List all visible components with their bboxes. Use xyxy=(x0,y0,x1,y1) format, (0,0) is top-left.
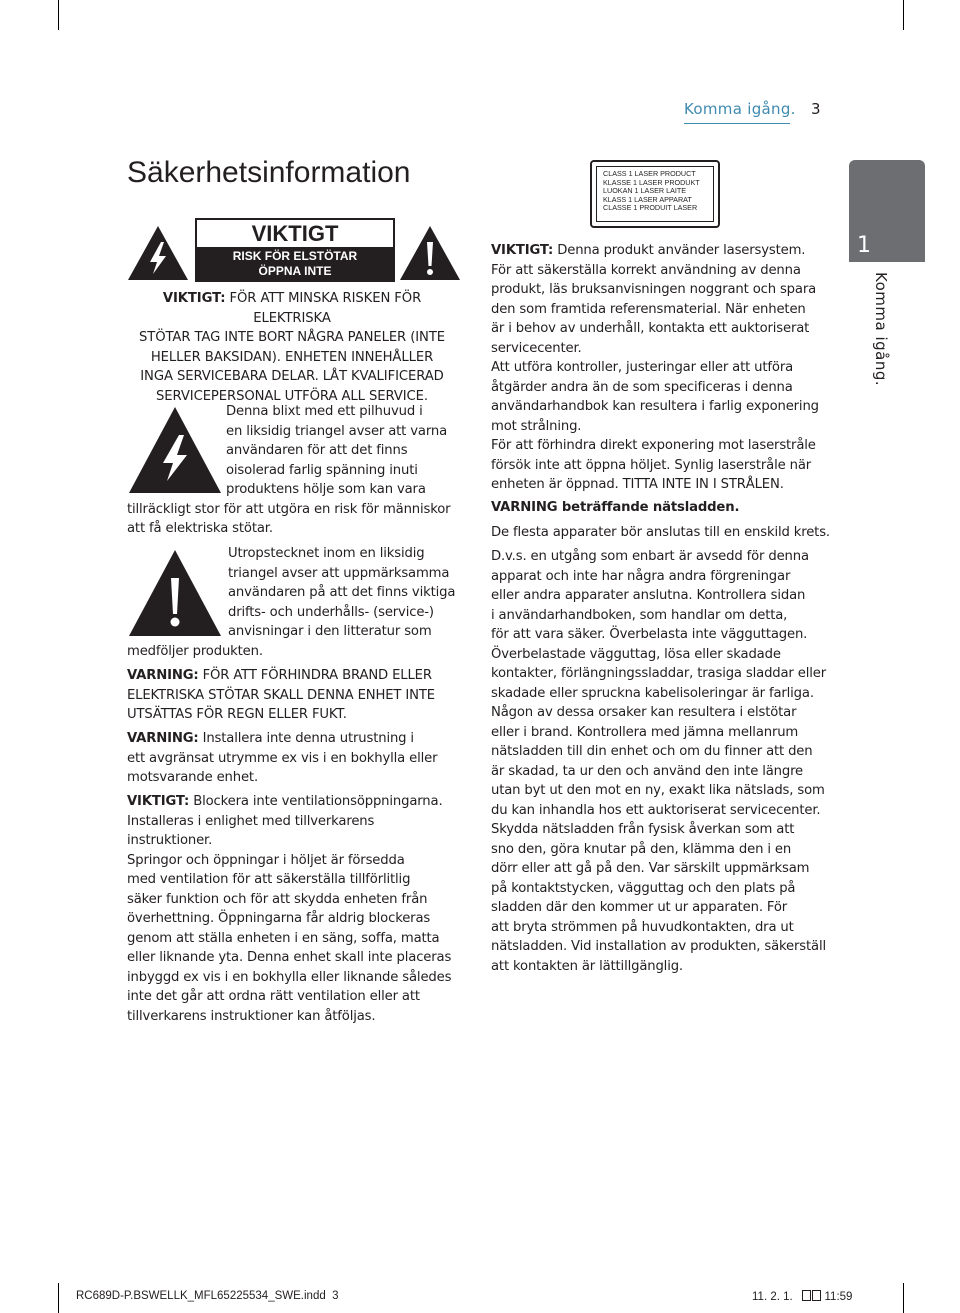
text-line: Utropstecknet inom en liksidig xyxy=(228,546,425,561)
text-line: du kan inhandla hos ett auktoriserat servicecenter. xyxy=(491,802,821,818)
text-span: Installera inte denna utrustning i xyxy=(198,731,414,746)
installation-warning xyxy=(127,729,457,788)
text-line: i användarhandboken, som handlar om detta, xyxy=(491,607,788,623)
text-line: Överbelastade vägguttag, lösa eller skadade xyxy=(491,646,781,662)
file-time: 11:59 xyxy=(824,1291,853,1303)
text-line: med ventilation för att säkerställa tillförlitlig xyxy=(127,872,411,887)
text-line: drifts- och underhålls- (service-) xyxy=(228,604,434,620)
power-cord-text xyxy=(491,547,831,976)
text-line: användarhandbok kan resultera i farlig exponering xyxy=(491,399,819,414)
page-number: 3 xyxy=(811,100,821,118)
text-line: säker funktion och för att skydda enheten från xyxy=(127,891,428,907)
text-line: HELLER BAKSIDAN). ENHETEN INNEHÅLLER xyxy=(150,349,434,365)
text-line: sno den, göra knutar på den, klämma den i en xyxy=(491,841,792,857)
text-line xyxy=(127,729,457,749)
text-line: enheten är öppnad. TITTA INTE IN I STRÅLEN. xyxy=(491,477,784,492)
warning-label: VIKTIGT: xyxy=(127,794,190,809)
text-line: den som framtida referensmaterial. När enheten xyxy=(491,301,806,317)
text-line: eller andra apparater anslutna. Kontrollera sidan xyxy=(491,588,806,603)
laser-label-line: LUOKAN 1 LASER LAITE xyxy=(603,186,687,196)
text-line: inbyggd ex vis i en bokhylla eller liknande således xyxy=(127,969,452,985)
footer-filename xyxy=(76,1290,339,1302)
glyph-box-icon xyxy=(802,1290,811,1301)
running-header: Komma igång. xyxy=(684,100,796,118)
text-line: Denna blixt med ett pilhuvud i xyxy=(226,404,423,419)
text-span: Blockera inte ventilationsöppningarna. xyxy=(189,794,443,809)
text-line: åtgärder andra än de som specificeras i denna xyxy=(491,379,793,395)
text-line: försök inte att öppna höljet. Synlig laserstråle när xyxy=(491,457,812,473)
text-line: tillräckligt stor för att utgöra en risk för människor xyxy=(127,501,451,517)
text-line: överhettning. Öppningarna får aldrig blockeras xyxy=(127,911,431,926)
text-line: sladden där den kommer ut ur apparaten. För xyxy=(491,900,788,915)
text-line: produktens hölje som kan vara xyxy=(226,482,426,497)
text-line: tillverkarens instruktioner kan åtföljas. xyxy=(127,1008,376,1024)
chapter-label: Komma igång. xyxy=(872,272,890,387)
text-line: kontakter, förlängningssladdar, trasiga sladdar eller xyxy=(491,666,826,681)
text-line: INGA SERVICEBARA DELAR. LÅT KVALIFICERAD xyxy=(140,369,444,384)
text-line: att kontakten är lättillgänglig. xyxy=(491,958,683,974)
text-line: För att förhindra direkt exponering mot laserstråle xyxy=(491,438,816,453)
file-page: 3 xyxy=(332,1290,339,1302)
text-line: utan byt ut den mot en ny, exakt lika nätslads, som xyxy=(491,783,825,798)
banner-line: RISK FÖR ELSTÖTAR xyxy=(232,249,358,263)
text-line: Springor och öppningar i höljet är försedda xyxy=(127,852,405,868)
text-line: Skydda nätsladden från fysisk åverkan som att xyxy=(491,822,795,837)
viktigt-banner xyxy=(195,218,395,282)
shock-warning-text xyxy=(127,289,457,406)
text-line: För att säkerställa korrekt användning av denna xyxy=(491,262,801,278)
text-span: Denna produkt använder lasersystem. xyxy=(553,243,806,258)
ventilation-notice xyxy=(127,792,462,1026)
text-line: användaren på att det finns viktiga xyxy=(228,585,456,600)
text-line: att få elektriska stötar. xyxy=(127,521,273,536)
warning-label: VARNING: xyxy=(127,731,199,746)
text-line: oisolerad farlig spänning inuti xyxy=(226,462,418,478)
text-line: är i behov av underhåll, kontakta ett auktoriserat xyxy=(491,321,810,336)
banner-subtext xyxy=(197,247,393,280)
text-span: FÖR ATT MINSKA RISKEN FÖR ELEKTRISKA xyxy=(225,291,422,326)
text-line: att bryta strömmen på huvudkontakten, dra ut xyxy=(491,919,794,935)
text-line: dörr eller att gå på den. Var särskilt uppmärksam xyxy=(491,861,810,876)
power-cord-heading: VARNING beträffande nätsladden. xyxy=(491,500,740,515)
text-line: D.v.s. en utgång som enbart är avsedd för denna xyxy=(491,549,809,564)
text-line: nätsladden till din enhet och om du finner att den xyxy=(491,744,813,759)
laser-label-line: KLASSE 1 LASER PRODUKT xyxy=(603,177,700,187)
text-line: nätsladden. Vid installation av produkten, säkerställ xyxy=(491,939,826,954)
lightning-explanation xyxy=(127,402,457,539)
exclamation-warning-icon xyxy=(398,224,462,282)
text-line: eller liknande yta. Denna enhet skall inte placeras xyxy=(127,950,452,965)
warning-label: VIKTIGT: xyxy=(491,243,554,258)
laser-label-line: KLASS 1 LASER APPARAT xyxy=(603,194,692,204)
page-title: Säkerhetsinformation xyxy=(127,156,411,189)
exclamation-explanation xyxy=(127,544,457,661)
text-line: inte det går att ordna rätt ventilation eller att xyxy=(127,989,420,1004)
fire-warning xyxy=(127,666,457,725)
chapter-number: 1 xyxy=(857,233,871,258)
text-line: SERVICEPERSONAL UTFÖRA ALL SERVICE. xyxy=(156,388,428,404)
warning-label: VIKTIGT: xyxy=(162,291,226,306)
text-line: motsvarande enhet. xyxy=(127,770,258,785)
power-cord-intro: De flesta apparater bör anslutas till en enskild krets. xyxy=(491,525,830,540)
laser-notice xyxy=(491,241,831,495)
text-line: ett avgränsat utrymme ex vis i en bokhylla eller xyxy=(127,750,438,766)
text-line xyxy=(127,792,462,812)
laser-label-line: CLASSE 1 PRODUIT LASER xyxy=(603,203,698,213)
lightning-warning-icon xyxy=(126,224,190,282)
text-line: UTSÄTTAS FÖR REGN ELLER FUKT. xyxy=(127,707,347,722)
text-line: genom att ställa enheten i en säng, soffa, matta xyxy=(127,930,440,946)
text-line: anvisningar i den litteratur som xyxy=(228,624,432,639)
laser-class-label xyxy=(590,160,720,228)
glyph-box-icon xyxy=(812,1290,821,1301)
file-name: RC689D-P.BSWELLK_MFL65225534_SWE.indd xyxy=(76,1290,326,1302)
banner-line: ÖPPNA INTE xyxy=(258,264,332,278)
warning-label: VARNING: xyxy=(127,668,199,683)
text-line: skadade eller spruckna kabelisoleringar är farliga. xyxy=(491,685,814,701)
text-span: FÖR ATT FÖRHINDRA BRAND ELLER xyxy=(198,668,432,683)
text-line: Installeras i enlighet med tillverkarens instruktioner. xyxy=(127,813,375,848)
laser-label-inner xyxy=(596,166,714,222)
crop-mark xyxy=(903,0,904,30)
text-line xyxy=(127,289,457,328)
text-line: för att vara säker. Överbelasta inte vägguttagen. xyxy=(491,627,808,642)
text-line xyxy=(127,666,457,686)
crop-mark xyxy=(58,1283,59,1313)
text-line: Någon av dessa orsaker kan resultera i elstötar xyxy=(491,705,797,720)
text-line: ELEKTRISKA STÖTAR SKALL DENNA ENHET INTE xyxy=(127,687,435,703)
text-line: användaren för att det finns xyxy=(226,443,408,458)
laser-label-line: CLASS 1 LASER PRODUCT xyxy=(603,169,696,178)
text-line: eller i brand. Kontrollera med jämna mellanrum xyxy=(491,724,799,740)
text-line: triangel avser att uppmärksamma xyxy=(228,565,450,581)
text-line: STÖTAR TAG INTE BORT NÅGRA PANELER (INTE xyxy=(138,330,446,345)
file-date: 11. 2. 1. xyxy=(752,1291,793,1303)
text-line: Att utföra kontroller, justeringar eller att utföra xyxy=(491,360,794,375)
crop-mark xyxy=(903,1283,904,1313)
header-rule xyxy=(684,123,790,124)
text-line: servicecenter. xyxy=(491,340,582,356)
text-line: medföljer produkten. xyxy=(127,643,263,659)
text-line xyxy=(491,241,831,261)
text-line: apparat och inte har några andra förgreningar xyxy=(491,568,791,584)
text-line: är skadad, ta ur den och använd den inte längre xyxy=(491,763,804,779)
banner-heading: VIKTIGT xyxy=(197,220,393,247)
text-line: mot strålning. xyxy=(491,418,582,434)
crop-mark xyxy=(58,0,59,30)
footer-timestamp xyxy=(752,1290,852,1303)
text-line: produkt, läs bruksanvisningen noggrant och spara xyxy=(491,282,817,297)
text-line: på kontaktstycken, vägguttag och den plats på xyxy=(491,880,796,896)
text-line: en liksidig triangel avser att varna xyxy=(226,423,448,439)
